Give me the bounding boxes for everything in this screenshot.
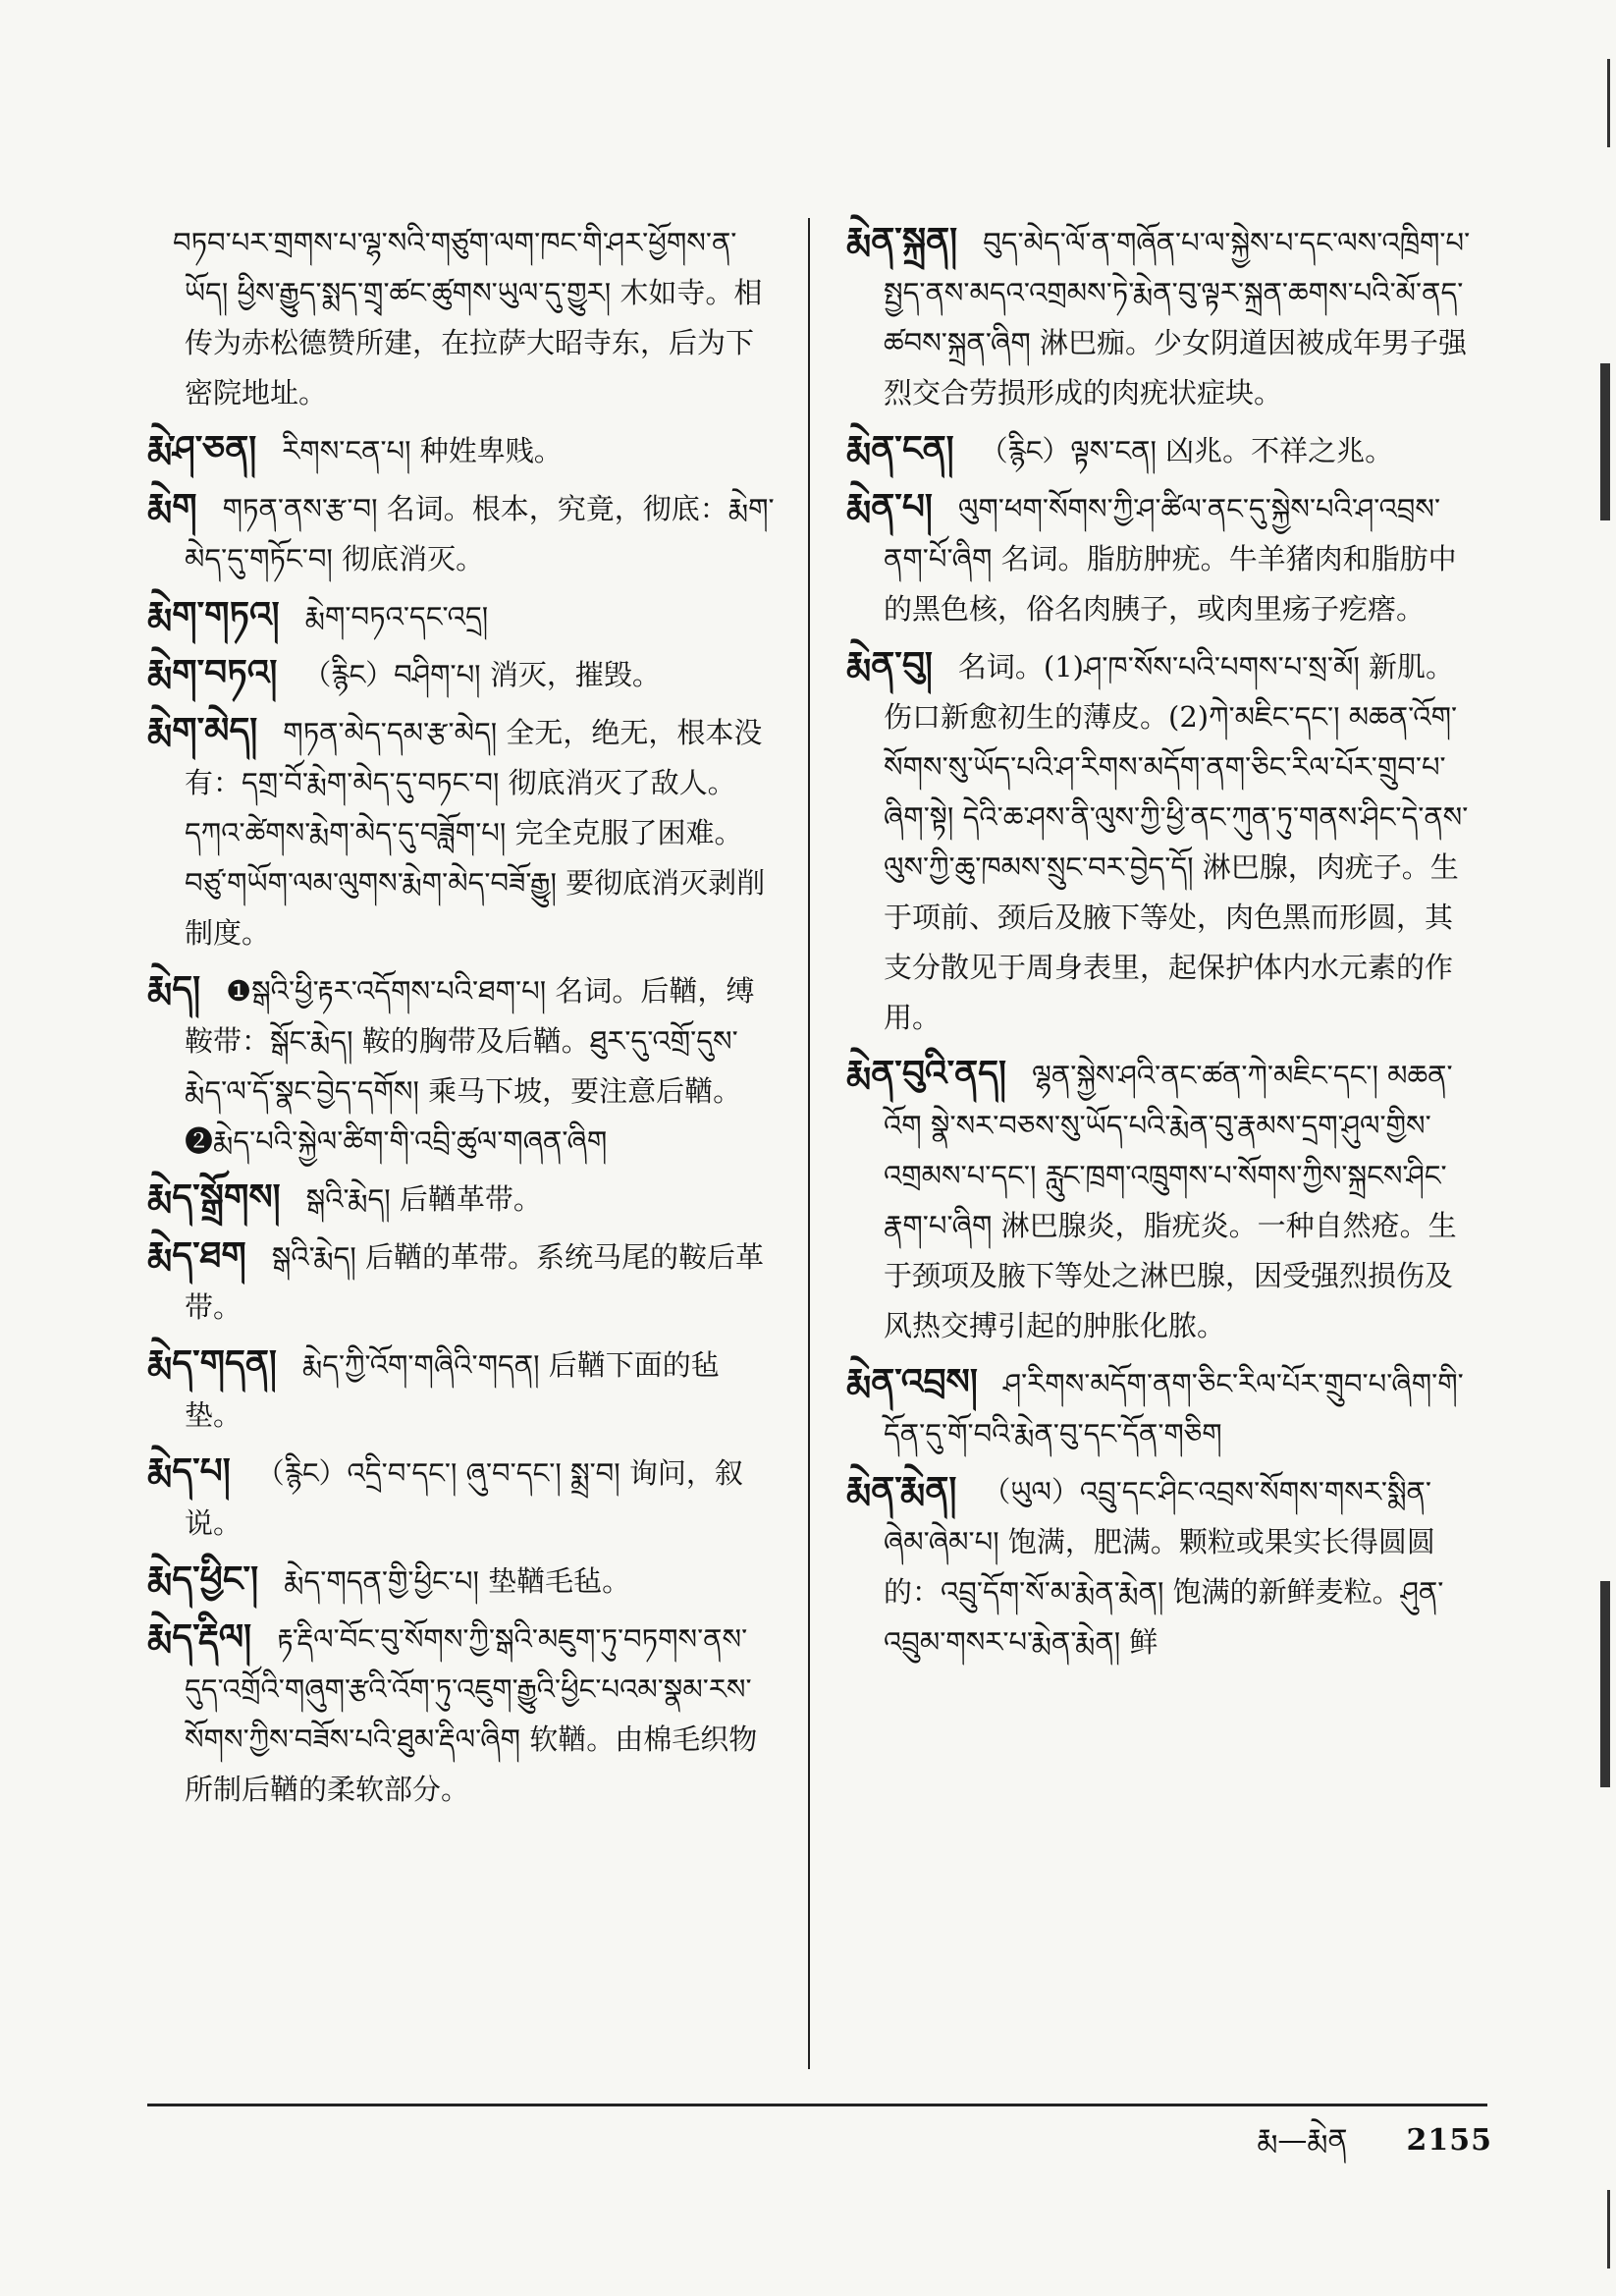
headword: རྨེག་མེད། bbox=[147, 710, 258, 751]
definition: སྒའི་རྨེད། 后鞧革带。 bbox=[305, 1182, 542, 1216]
headword: རྨེན་བུའི་ནད། bbox=[846, 1053, 1007, 1094]
dictionary-entry bbox=[846, 640, 1475, 1043]
dictionary-entry bbox=[147, 1173, 776, 1225]
dictionary-entry bbox=[846, 424, 1475, 476]
definition: ལྷན་སྐྱེས་ཤའི་ནང་ཚན་ཀེ་མཇིང་དང་། མཆན་འོག སྣེ་སར་བཅས་སུ་ཡོད་པའི་རྨེན་བུ་རྣམས་དྲག་ཤུལ་གྱིས་འགྲམས་པ་དང་། རླུང་ཁྲག་འཁྲུགས་པ་སོགས་ཀྱིས་སྐྲངས་ཤིང་རྣག་པ་ཞིག 淋巴腺炎，脂疣炎。一种自然疮。生于颈项及腋下等处之淋巴腺，因受强烈损伤及风热交搏引起的肿胀化脓。 bbox=[884, 1059, 1457, 1342]
definition: སྒའི་རྨེད། 后鞧的革带。系统马尾的鞍后革带。 bbox=[185, 1240, 765, 1324]
dictionary-entry bbox=[147, 482, 776, 584]
headword: རྨེན་རྨེན། bbox=[846, 1469, 957, 1510]
dictionary-entry bbox=[147, 1447, 776, 1549]
left-column bbox=[147, 216, 776, 1821]
headword: རྨེད་རྡིལ། bbox=[147, 1616, 252, 1658]
dictionary-entry bbox=[147, 1555, 776, 1607]
headword: རྨེན་སྐྲན། bbox=[846, 220, 958, 261]
dictionary-entry bbox=[147, 424, 776, 476]
right-column bbox=[846, 216, 1475, 1673]
scan-mark bbox=[1607, 59, 1610, 147]
headword: རྨེ་ཤ་ཅན། bbox=[147, 428, 257, 469]
definition: 名词。(1)ཤ་ཁ་སོས་པའི་པགས་པ་སྲ་མོ། 新肌。伤口新愈初生的薄皮。(2)ཀེ་མཇིང་དང་། མཆན་འོག་སོགས་སུ་ཡོད་པའི་ཤ་རིགས་མདོག་ནག་ཅིང་རིལ་པོར་གྲུབ་པ་ཞིག་སྟེ། དེའི་ཆ་ཤས་ནི་ལུས་ཀྱི་ཕྱི་ནང་ཀུན་ཏུ་གནས་ཤིང་དེ་ནས་ལུས་ཀྱི་ཆུ་ཁམས་སྲུང་བར་བྱེད་དོ། 淋巴腺，肉疣子。生于项前、颈后及腋下等处，肉色黑而形圆，其支分散见于周身表里，起保护体内水元素的作用。 bbox=[884, 650, 1469, 1034]
dictionary-entry bbox=[846, 1465, 1475, 1667]
definition: བུད་མེད་ལོ་ན་གཞོན་པ་ལ་སྐྱེས་པ་དང་ལས་འཁྲིག་པ་སྤྱད་ནས་མདའ་འགྲམས་ཏེ་རྨེན་བུ་ལྟར་སྐྲན་ཆགས་པའི་མོ་ནད་ཚབས་སྐྲན་ཞིག 淋巴痂。少女阴道因被成年男子强烈交合劳损形成的肉疣状症块。 bbox=[884, 226, 1471, 410]
headword: རྨེན་འབྲས། bbox=[846, 1361, 978, 1402]
scan-mark bbox=[1600, 1581, 1610, 1787]
headword: རྨེད་གདན། bbox=[147, 1342, 277, 1384]
headword: རྨེག་བཏའ། bbox=[147, 652, 278, 693]
scan-mark bbox=[1600, 363, 1610, 520]
headword: རྨེད་ཐག bbox=[147, 1234, 246, 1276]
scan-mark bbox=[1607, 2190, 1610, 2269]
dictionary-entry bbox=[147, 706, 776, 958]
scan-edge-marks bbox=[1587, 0, 1616, 2296]
dictionary-entry bbox=[147, 216, 776, 418]
dictionary-entry bbox=[147, 1613, 776, 1815]
definition: རྨེད་ཀྱི་འོག་གཞིའི་གདན། 后鞧下面的毡垫。 bbox=[185, 1348, 720, 1432]
definition: ❶སྒའི་ཕྱི་རྟར་འདོགས་པའི་ཐག་པ། 名词。后鞧，缚鞍带：སྒོང་རྨེད། 鞍的胸带及后鞧。ཐུར་དུ་འགྲོ་དུས་རྨེད་ལ་དོ་སྣང་བྱེད་དགོས། 乘马下坡，要注意后鞧。❷རྨེད་པའི་སྐྱེལ་ཚིག་གི་འབྲི་ཚུལ་གཞན་ཞིག bbox=[185, 974, 755, 1158]
definition: ཤ་རིགས་མདོག་ནག་ཅིང་རིལ་པོར་གྲུབ་པ་ཞིག་གི་དོན་དུ་གོ་བའི་རྨེན་བུ་དང་དོན་གཅིག bbox=[884, 1367, 1464, 1450]
headword: རྨེག་གཏའ། bbox=[147, 594, 280, 635]
definition: གཏན་ནས་རྩ་བ། 名词。根本，究竟，彻底：རྨེག་མེད་དུ་གཏོང་བ། 彻底消灭。 bbox=[185, 492, 775, 575]
dictionary-entry bbox=[846, 482, 1475, 634]
dictionary-entry bbox=[147, 648, 776, 700]
headword: རྨེད་སྒྲོགས། bbox=[147, 1176, 281, 1218]
column-divider bbox=[808, 218, 810, 2069]
page-footer bbox=[1158, 2111, 1492, 2170]
dictionary-entry bbox=[846, 1049, 1475, 1351]
definition: （ཡུལ）འབྲུ་དང་ཤིང་འབྲས་སོགས་གསར་སྨིན་ཞེམ་ཞེམ་པ། 饱满，肥满。颗粒或果实长得圆圆的：འབྲུ་དོག་སོ་མ་རྨེན་རྨེན། 饱满的新鲜麦粒。ཤུན་འབྲུམ་གསར་པ་རྨེན་རྨེན། 鲜 bbox=[884, 1475, 1444, 1659]
page-number: 2155 bbox=[1406, 2123, 1492, 2158]
headword: རྨེན་པ། bbox=[846, 486, 933, 527]
dictionary-entry bbox=[846, 216, 1475, 418]
dictionary-entry bbox=[147, 1339, 776, 1441]
footer-rule bbox=[147, 2104, 1487, 2106]
definition: རིགས་ངན་པ། 种姓卑贱。 bbox=[282, 434, 563, 467]
definition: （རྙིང）ལྟས་ངན། 凶兆。不祥之兆。 bbox=[979, 434, 1394, 467]
headword: རྨེད། bbox=[147, 968, 201, 1010]
definition: ལུག་ཕག་སོགས་ཀྱི་ཤ་ཚིལ་ནང་དུ་སྐྱེས་པའི་ཤ་འབྲས་ནག་པོ་ཞིག 名词。脂肪肿疣。牛羊猪肉和脂肪中的黑色核，俗名肉胰子，或肉里疡子疙瘩。 bbox=[884, 492, 1457, 626]
headword: རྨེད་པ། bbox=[147, 1450, 231, 1492]
definition: རྨེག་བཏའ་དང་འདྲ། bbox=[304, 600, 489, 633]
dictionary-entry bbox=[147, 964, 776, 1167]
definition: （རྙིང）བཤིག་པ། 消灭，摧毁。 bbox=[302, 658, 661, 691]
definition: བཏབ་པར་གྲགས་པ་ལྷ་སའི་གཙུག་ལག་ཁང་གི་ཤར་ཕྱོགས་ན་ཡོད། ཕྱིས་རྒྱུད་སྨད་གྲྭ་ཚང་ཚུགས་ཡུལ་དུ་གྱུར། 木如寺。相传为赤松德赞所建，在拉萨大昭寺东，后为下密院地址。 bbox=[173, 226, 763, 410]
dictionary-entry bbox=[147, 590, 776, 642]
definition: རྨེད་གདན་གྱི་ཕྱིང་པ། 垫鞧毛毡。 bbox=[284, 1564, 631, 1598]
headword: རྨེན་ངན། bbox=[846, 428, 954, 469]
headword: རྨེན་བུ། bbox=[846, 644, 933, 685]
headword: རྨེད་ཕྱིང་། bbox=[147, 1558, 259, 1600]
headword: རྨེག bbox=[147, 486, 197, 527]
running-head-range: རྨ—རྨེན bbox=[1257, 2123, 1348, 2158]
dictionary-entry bbox=[846, 1357, 1475, 1459]
definition: རྟ་རྡིལ་བོང་བུ་སོགས་ཀྱི་སྒའི་མཇུག་ཏུ་བཏགས་ནས་དུད་འགྲོའི་གཞུག་རྩའི་འོག་ཏུ་འཇུག་རྒྱུའི་ཕྱིང་པའམ་སྣམ་རས་སོགས་ཀྱིས་བཟོས་པའི་ཐུམ་རྡིལ་ཞིག 软鞧。由棉毛织物所制后鞧的柔软部分。 bbox=[185, 1622, 758, 1806]
dictionary-entry bbox=[147, 1230, 776, 1333]
definition: （རྙིང）འདྲི་བ་དང་། ཞུ་བ་དང་། སྨྲ་བ། 询问，叙说。 bbox=[185, 1456, 743, 1540]
definition: གཏན་མེད་དམ་རྩ་མེད། 全无，绝无，根本没有：དགྲ་བོ་རྨེག་མེད་དུ་བཏང་བ། 彻底消灭了敌人。དཀའ་ཚེགས་རྨེག་མེད་དུ་བཟློག་པ། 完全克服了困难。བཙུ་གཡོག་ལམ་ལུགས་རྨེག་མེད་བཟོ་རྒྱུ། 要彻底消灭剥削制度。 bbox=[185, 716, 766, 950]
